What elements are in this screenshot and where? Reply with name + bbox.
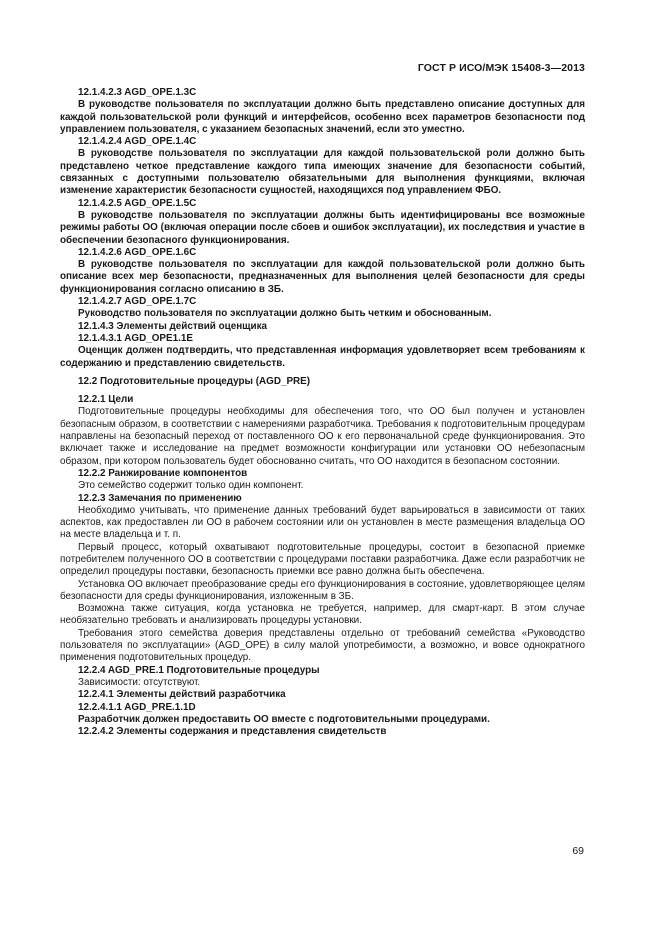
paragraph: В руководстве пользователя по эксплуатации для каждой пользовательской роли должно быть описание всех мер безопасности, предназначенных для выполнения целей безопасности для среды функционирования согласно описанию в ЗБ.: [60, 259, 585, 295]
paragraph: Первый процесс, который охватывают подготовительные процедуры, состоит в безопасной приемке потребителем полученного ОО в соответствии с процедурами поставки разработчика. Даже если разработчик не определил процедуры поставки, безопасность приемки все равно должна быть обеспечена.: [60, 541, 585, 578]
paragraph: Требования этого семейства доверия представлены отдельно от требований семейства «Руководство пользователя по эксплуатации» (AGD_OPE) в силу малой употребимости, а возможно, и вовсе однократного применения подготовительных процедур.: [60, 627, 585, 664]
paragraph: В руководстве пользователя по эксплуатации должны быть идентифицированы все возможные режимы работы ОО (включая операции после сбоев и ошибок эксплуатации), их последствия и участие в обеспечении безопасного функционирования.: [60, 209, 585, 246]
paragraph: Оценщик должен подтвердить, что представленная информация удовлетворяет всем требованиям к содержанию и представлению свидетельств.: [60, 345, 585, 369]
section-heading: 12.1.4.2.6 AGD_OPE.1.6C: [78, 246, 197, 258]
section-heading: 12.1.4.3.1 AGD_OPE1.1E: [78, 332, 193, 344]
section-heading: 12.1.4.2.4 AGD_OPE.1.4C: [78, 136, 197, 148]
section-heading: 12.1.4.2.3 AGD_OPE.1.3C: [78, 87, 197, 98]
paragraph: Подготовительные процедуры необходимы для обеспечения того, что ОО был получен и установлен безопасным образом, в соответствии с намерениями разработчика. Требования к подготовительным процедурам направлены на безопасный переход от поставленного ОО к его первоначальной среде функционирования. Это включает также и исследование на предмет возможности конфигурации или установки ОО небезопасным образом, при котором пользователь будет обоснованно считать, что ОО находится в безопасном состоянии.: [60, 406, 585, 467]
section-heading: 12.2.3 Замечания по применению: [78, 492, 242, 504]
section-heading: 12.2.4.1 Элементы действий разработчика: [78, 689, 286, 701]
section-heading: 12.2.4 AGD_PRE.1 Подготовительные процедуры: [78, 664, 320, 676]
section-heading: 12.2.2 Ранжирование компонентов: [78, 467, 248, 479]
paragraph: Разработчик должен предоставить ОО вместе с подготовительными процедурами.: [78, 713, 490, 725]
document-body: [60, 87, 585, 738]
section-heading: 12.2 Подготовительные процедуры (AGD_PRE): [78, 375, 311, 387]
section-heading: 12.2.4.1.1 AGD_PRE.1.1D: [78, 701, 196, 713]
section-heading: 12.1.4.2.5 AGD_OPE.1.5C: [78, 197, 197, 209]
paragraph: Необходимо учитывать, что применение данных требований будет варьироваться в зависимости от таких аспектов, как предоставлен ли ОО в рабочем состоянии или он установлен в месте размещения владельца ОО на месте владельца и т. п.: [60, 504, 585, 541]
section-heading: 12.2.4.2 Элементы содержания и представления свидетельств: [78, 726, 387, 738]
paragraph: Руководство пользователя по эксплуатации должно быть четким и обоснованным.: [78, 308, 492, 320]
paragraph: Установка ОО включает преобразование среды его функционирования в состояние, удовлетворяющее целям безопасности для среды функционирования, изложенным в ЗБ.: [60, 578, 585, 602]
paragraph: В руководстве пользователя по эксплуатации для каждой пользовательской роли должно быть представлено четкое представление каждого типа имеющих значение для безопасности событий, связанных с доступными пользователю обязательными для выполнения функциями, включая изменение характеристик безопасности сущностей, находящихся под управлением ФБО.: [60, 148, 585, 197]
paragraph: В руководстве пользователя по эксплуатации должно быть представлено описание доступных для каждой пользовательской роли функций и интерфейсов, особенно всех параметров безопасности под управлением пользователя, с указанием безопасных значений, если это уместно.: [60, 99, 585, 135]
paragraph: Это семейство содержит только один компонент.: [78, 480, 304, 492]
section-heading: 12.2.1 Цели: [78, 394, 134, 406]
page-number: 69: [572, 845, 584, 857]
section-heading: 12.1.4.2.7 AGD_OPE.1.7C: [78, 296, 197, 308]
standard-header: ГОСТ Р ИСО/МЭК 15408-3—2013: [417, 62, 585, 74]
section-heading: Зависимости: отсутствуют.: [78, 676, 201, 688]
paragraph: Возможна также ситуация, когда установка не требуется, например, для смарт-карт. В этом случае необязательно требовать и анализировать процедуры установки.: [60, 603, 585, 627]
section-heading: 12.1.4.3 Элементы действий оценщика: [78, 320, 268, 332]
